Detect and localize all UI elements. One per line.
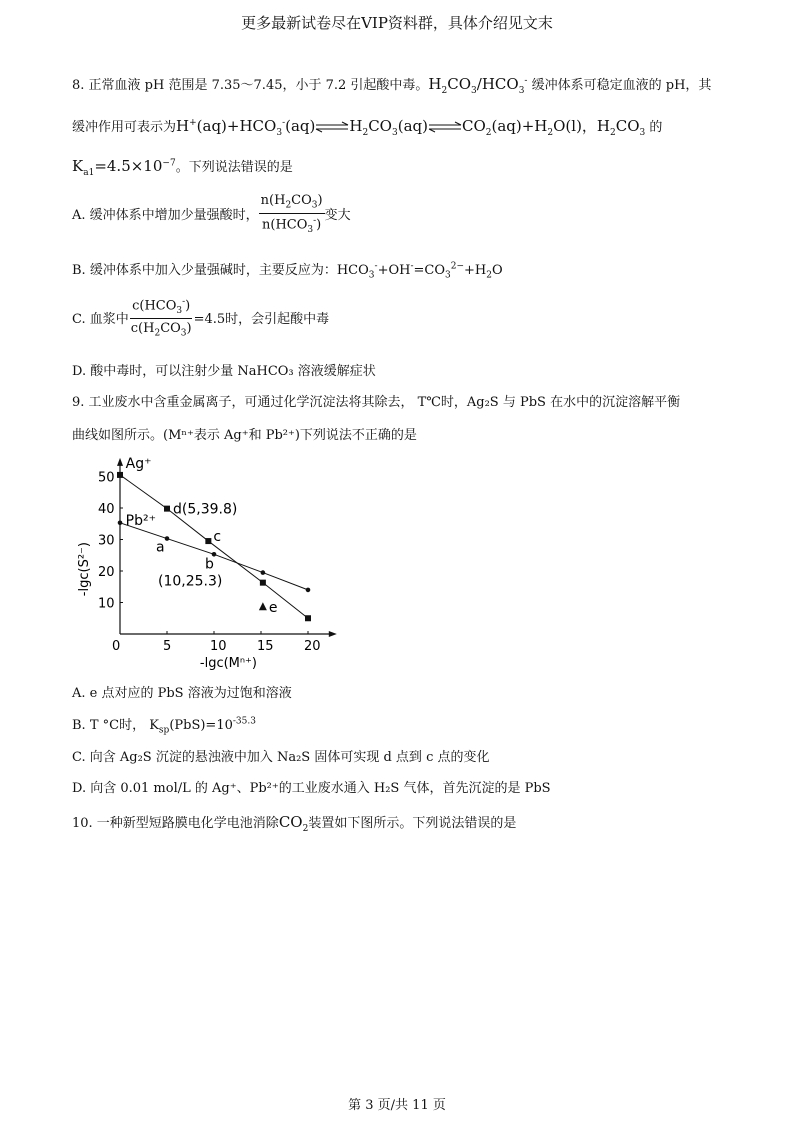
- q9-line1: 9. 工业废水中含重金属离子，可通过化学沉淀法将其除去， T℃时，Ag₂S 与 PbS 在水中的沉淀溶解平衡: [72, 395, 681, 410]
- y-tick-label: 40: [98, 502, 115, 517]
- point-e-label: e: [268, 600, 278, 617]
- x-tick-label: 10: [210, 639, 227, 654]
- page-banner: 更多最新试卷尽在VIP资料群，具体介绍见文末: [241, 14, 553, 32]
- ratio-fraction-c: $\frac{c(HCO_3^-)}{c(H_2CO_3)}$: [130, 297, 192, 339]
- y-axis-label: -lgc(S²⁻): [77, 542, 92, 597]
- q10-prefix: 10. 一种新型短路膜电化学电池消除: [72, 816, 279, 831]
- q8-option-d: D. 酸中毒时，可以注射少量 NaHCO₃ 溶液缓解症状: [72, 364, 376, 379]
- point-a-label: a: [156, 539, 165, 556]
- ag-series-label: Ag⁺: [125, 455, 152, 472]
- ksp-exponent: -35.3: [232, 716, 256, 727]
- ag-data-point: [305, 615, 311, 621]
- q8-line2: [72, 115, 662, 138]
- q8-line2-suffix: 的: [649, 120, 663, 135]
- solubility-chart: [72, 448, 342, 678]
- point-b-label: b: [205, 556, 214, 573]
- ag-data-point: [260, 580, 266, 586]
- q9-option-a: A. e 点对应的 PbS 溶液为过饱和溶液: [72, 686, 292, 701]
- pb-series-label: Pb²⁺: [125, 512, 156, 529]
- option-c-suffix: =4.5时，会引起酸中毒: [193, 312, 330, 328]
- q9-option-c: C. 向含 Ag₂S 沉淀的悬浊液中加入 Na₂S 固体可实现 d 点到 c 点的变化: [72, 750, 490, 765]
- option-b-ksp: B. T °C时， K: [72, 718, 159, 733]
- x-axis-arrow-icon: [329, 631, 337, 637]
- q8-option-c: [72, 297, 329, 339]
- q8-line1: [72, 74, 711, 96]
- ag-data-point: [164, 506, 170, 512]
- option-a-text: A. 缓冲体系中增加少量强酸时，: [72, 208, 259, 224]
- q9-option-b: [72, 714, 256, 736]
- q9-line2: 曲线如图所示。(Mⁿ⁺表示 Ag⁺和 Pb²⁺)下列说法不正确的是: [72, 428, 417, 443]
- ka-exponent: −7: [162, 158, 176, 169]
- q8-line3: [72, 156, 293, 178]
- ksp-subscript: sp: [158, 725, 170, 736]
- pb-data-point: [261, 570, 266, 575]
- ksp-value: (PbS)=10: [169, 718, 233, 733]
- q10-line: [72, 812, 516, 834]
- y-tick-label: 50: [98, 470, 115, 486]
- ka-symbol: $K_{a1}$: [72, 157, 95, 178]
- y-tick-label: 30: [98, 533, 115, 549]
- ka-value: =4.5×10: [94, 157, 163, 175]
- ratio-fraction-a: $\frac{n(H_2CO_3)}{n(HCO_3^-)}$: [260, 193, 323, 235]
- point-e-marker: [259, 602, 267, 610]
- q8-intro: 8. 正常血液 pH 范围是 7.35～7.45，小于 7.2 引起酸中毒。: [72, 78, 429, 93]
- ag-data-point: [205, 538, 211, 544]
- buffer-equation: $H^+(aq)+HCO_3^-(aq)$ $H_2CO_3(aq)$ $CO_2(aq)+H_2O(l)$，$H_2CO_3$: [176, 117, 646, 138]
- ag-data-point: [117, 472, 123, 478]
- x-tick-label: 15: [257, 639, 274, 654]
- pb-data-point: [165, 536, 170, 541]
- point-c-label: c: [213, 529, 222, 546]
- equilibrium-arrows-icon: [428, 121, 462, 133]
- co2-formula: $CO_2$: [278, 813, 309, 834]
- x-tick-label: 20: [304, 639, 321, 654]
- x-tick-label: 0: [112, 639, 121, 654]
- option-c-text: C. 血浆中: [72, 312, 129, 328]
- option-b-text: B. 缓冲体系中加入少量强碱时，主要反应为：: [72, 263, 337, 278]
- y-tick-label: 20: [98, 565, 115, 580]
- q8-option-b: [72, 259, 503, 281]
- x-tick-label: 5: [163, 639, 172, 654]
- pb-data-point: [306, 588, 311, 593]
- page-footer: 第 3 页/共 11 页: [348, 1098, 446, 1113]
- q8-option-a: [72, 193, 351, 235]
- buffer-formula: $H_2CO_3/HCO_3^-$: [428, 75, 528, 96]
- x-axis-label: -lgc(Mⁿ⁺): [199, 656, 258, 671]
- point-d-label: d(5,39.8): [173, 501, 238, 518]
- q8-buffer-prefix: 缓冲作用可表示为: [72, 120, 177, 135]
- q10-suffix: 装置如下图所示。下列说法错误的是: [308, 816, 517, 831]
- option-a-suffix: 变大: [324, 208, 351, 224]
- q8-question: 。下列说法错误的是: [175, 160, 293, 175]
- y-tick-label: 10: [98, 596, 115, 612]
- point-b-coord-label: (10,25.3): [158, 573, 223, 590]
- pb-data-point: [118, 521, 123, 526]
- q9-option-d: D. 向含 0.01 mol/L 的 Ag⁺、Pb²⁺的工业废水通入 H₂S 气体，首先沉淀的是 PbS: [72, 781, 551, 796]
- q8-intro-cont: 缓冲体系可稳定血液的 pH，其: [531, 78, 712, 93]
- y-axis-arrow-icon: [117, 458, 123, 466]
- ag-line: [120, 475, 308, 618]
- option-b-reaction: $HCO_3^-+OH^-=CO_3^{2-}+H_2O$: [336, 261, 503, 281]
- equilibrium-arrows-icon: [315, 121, 349, 133]
